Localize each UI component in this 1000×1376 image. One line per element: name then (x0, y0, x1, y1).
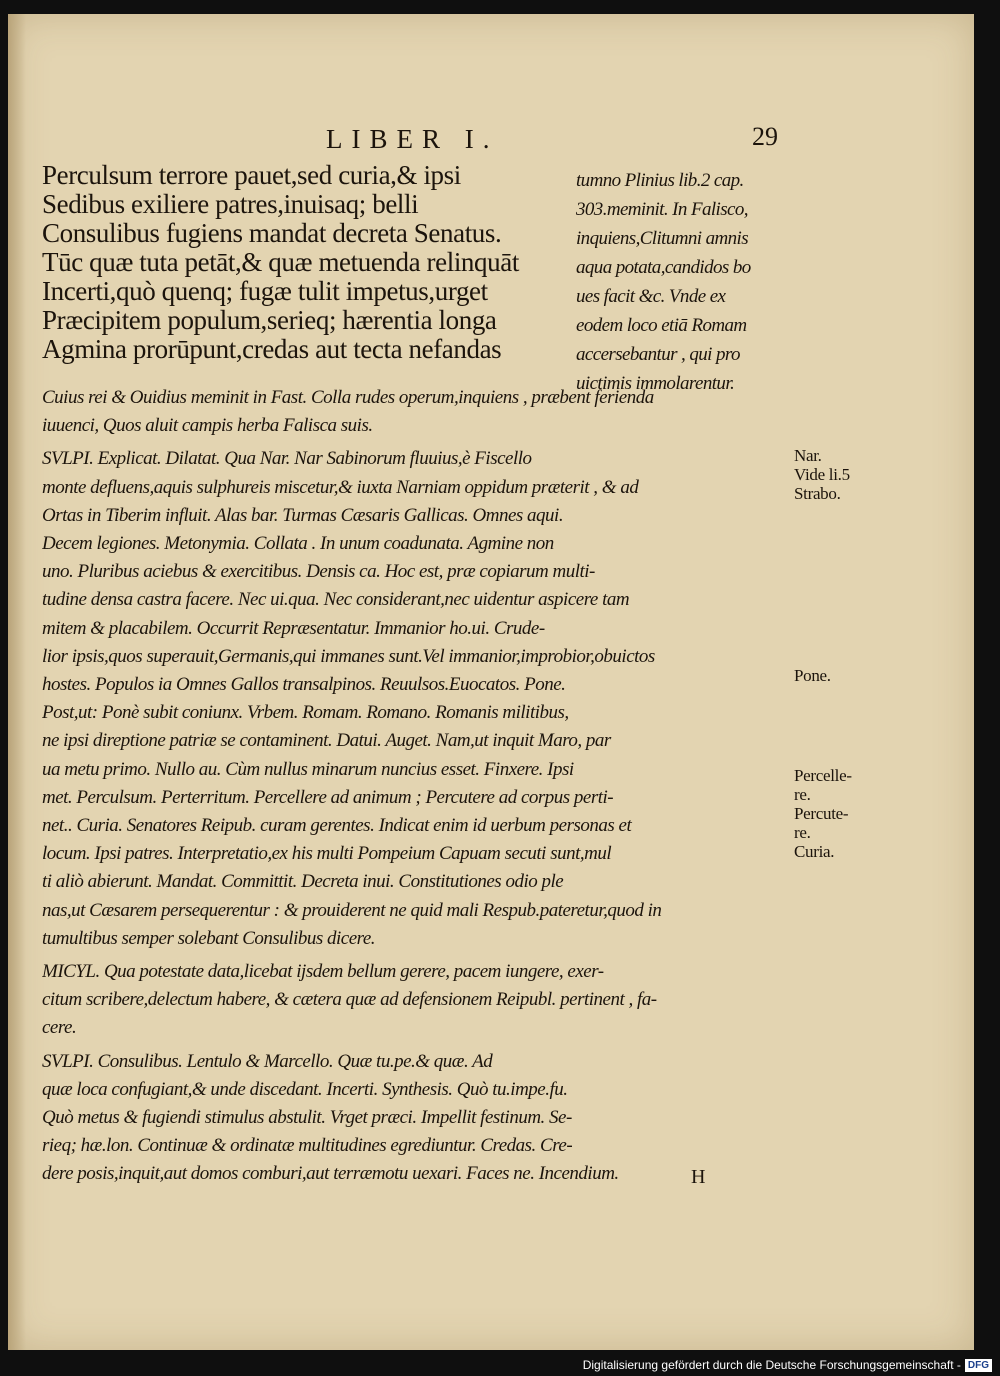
margin-line: Percelle- (794, 766, 852, 785)
margin-line: Pone. (794, 666, 831, 685)
verse-line: Tūc quæ tuta petāt,& quæ metuenda relinquāt (42, 247, 519, 277)
margin-line: Strabo. (794, 484, 841, 503)
margin-note-percellere (794, 766, 882, 861)
margin-line: Nar. (794, 446, 822, 465)
commentary-line: met. Perculsum. Perterritum. Percellere ad animum ; Percutere ad corpus perti- (42, 786, 614, 808)
commentary-line: MICYL. Qua potestate data,licebat ijsdem bellum gerere, pacem iungere, exer- (42, 961, 604, 983)
gloss-line: inquiens,Clitumni amnis (576, 228, 748, 249)
margin-line: Percute- (794, 804, 849, 823)
margin-note-nar (794, 446, 882, 503)
commentary-line: rieq; hæ.lon. Continuæ & ordinatæ multitudines egrediuntur. Credas. Cre- (42, 1135, 573, 1157)
commentary-line: mitem & placabilem. Occurrit Repræsentatur. Immanior ho.ui. Crude- (42, 617, 545, 639)
commentary-line: uno. Pluribus aciebus & exercitibus. Densis ca. Hoc est, præ copiarum multi- (42, 561, 595, 583)
gloss-line: ues facit &c. Vnde ex (576, 286, 726, 307)
gloss-line: tumno Plinius lib.2 cap. (576, 170, 744, 191)
margin-line: re. (794, 785, 811, 804)
commentary-line: ti aliò abierunt. Mandat. Committit. Decreta inui. Constitutiones odio ple (42, 871, 564, 893)
verse-line: Præcipitem populum,serieq; hærentia longa (42, 305, 497, 335)
dfg-logo: DFG (965, 1359, 992, 1372)
verse-line: Perculsum terrore pauet,sed curia,& ipsi (42, 160, 461, 190)
verse-block (42, 161, 582, 364)
gloss-line: 303.meminit. In Falisco, (576, 199, 748, 220)
commentary-line: quæ loca confugiant,& unde discedant. Incerti. Synthesis. Quò tu.impe.fu. (42, 1078, 568, 1100)
page-number: 29 (752, 122, 778, 151)
margin-note-pone (794, 666, 882, 685)
book-page (8, 14, 974, 1350)
margin-line: Curia. (794, 842, 835, 861)
commentary-line: hostes. Populos ia Omnes Gallos transalpinos. Reuulsos.Euocatos. Pone. (42, 674, 566, 696)
commentary-line: tumultibus semper solebant Consulibus dicere. (42, 927, 376, 949)
commentary-line: tudine densa castra facere. Nec ui.qua. Nec considerant,nec uidentur aspicere tam (42, 589, 630, 611)
commentary-line: Quò metus & fugiendi stimulus abstulit. Vrget præci. Impellit festinum. Se- (42, 1107, 572, 1129)
commentary-line: nas,ut Cæsarem persequerentur : & prouiderent ne quid mali Respub.pateretur,quod in (42, 899, 662, 921)
commentary-line: SVLPI. Explicat. Dilatat. Qua Nar. Nar Sabinorum fluuius,è Fiscello (42, 448, 532, 470)
margin-line: re. (794, 823, 811, 842)
commentary-line: SVLPI. Consulibus. Lentulo & Marcello. Quæ tu.pe.& quæ. Ad (42, 1050, 493, 1072)
gloss-line: uictimis immolarentur. (576, 373, 735, 394)
verse-line: Sedibus exiliere patres,inuisaq; belli (42, 189, 419, 219)
commentary-line: iuuenci, Quos aluit campis herba Falisca suis. (42, 415, 373, 437)
commentary-line: Decem legiones. Metonymia. Collata . In unum coadunata. Agmine non (42, 533, 554, 555)
commentary-line: locum. Ipsi patres. Interpretatio,ex his multi Pompeium Capuam secuti sunt,mul (42, 843, 612, 865)
signature-mark: H (691, 1166, 706, 1188)
commentary-line: citum scribere,delectum habere, & cætera quæ ad defensionem Reipubl. pertinent , fa- (42, 989, 657, 1011)
verse-line: Incerti,quò quenq; fugæ tulit impetus,urget (42, 276, 488, 306)
margin-line: Vide li.5 (794, 465, 850, 484)
commentary-line: ua metu primo. Nullo au. Cùm nullus minarum nuncius esset. Finxere. Ipsi (42, 758, 574, 780)
commentary-line: ne ipsi direptione patriæ se contaminent. Datui. Auget. Nam,ut inquit Maro, par (42, 730, 611, 752)
commentary-line: monte defluens,aquis sulphureis miscetur,& iuxta Narniam oppidum præterit , & ad (42, 476, 639, 498)
digitization-credit (583, 1358, 992, 1372)
verse-gloss-column (576, 166, 796, 398)
commentary-line: Cuius rei & Ouidius meminit in Fast. Colla rudes operum,inquiens , præbent ferienda (42, 387, 654, 408)
commentary-line: dere posis,inquit,aut domos comburi,aut terræmotu uexari. Faces ne. Incendium. (42, 1163, 619, 1185)
page-gutter-shadow (8, 14, 26, 1350)
commentary-line: net.. Curia. Senatores Reipub. curam gerentes. Indicat enim id uerbum personas et (42, 815, 632, 837)
commentary-line: Ortas in Tiberim influit. Alas bar. Turmas Cæsaris Gallicas. Omnes aqui. (42, 504, 564, 526)
commentary-line: lior ipsis,quos superauit,Germanis,qui immanes sunt.Vel immanior,improbior,obuictos (42, 645, 655, 667)
gloss-line: aqua potata,candidos bo (576, 257, 751, 278)
commentary-line: Post,ut: Ponè subit coniunx. Vrbem. Romam. Romano. Romanis militibus, (42, 702, 569, 724)
running-header: LIBER I. (326, 124, 499, 154)
credit-text: Digitalisierung gefördert durch die Deutsche Forschungsgemeinschaft - (582, 1358, 961, 1372)
gloss-line: eodem loco etiā Romam (576, 315, 747, 336)
verse-line: Agmina prorūpunt,credas aut tecta nefandas (42, 334, 502, 364)
commentary-line: cere. (42, 1017, 77, 1039)
commentary-block (42, 384, 794, 1189)
verse-line: Consulibus fugiens mandat decreta Senatus. (42, 218, 502, 248)
gloss-line: accersebantur , qui pro (576, 344, 740, 365)
